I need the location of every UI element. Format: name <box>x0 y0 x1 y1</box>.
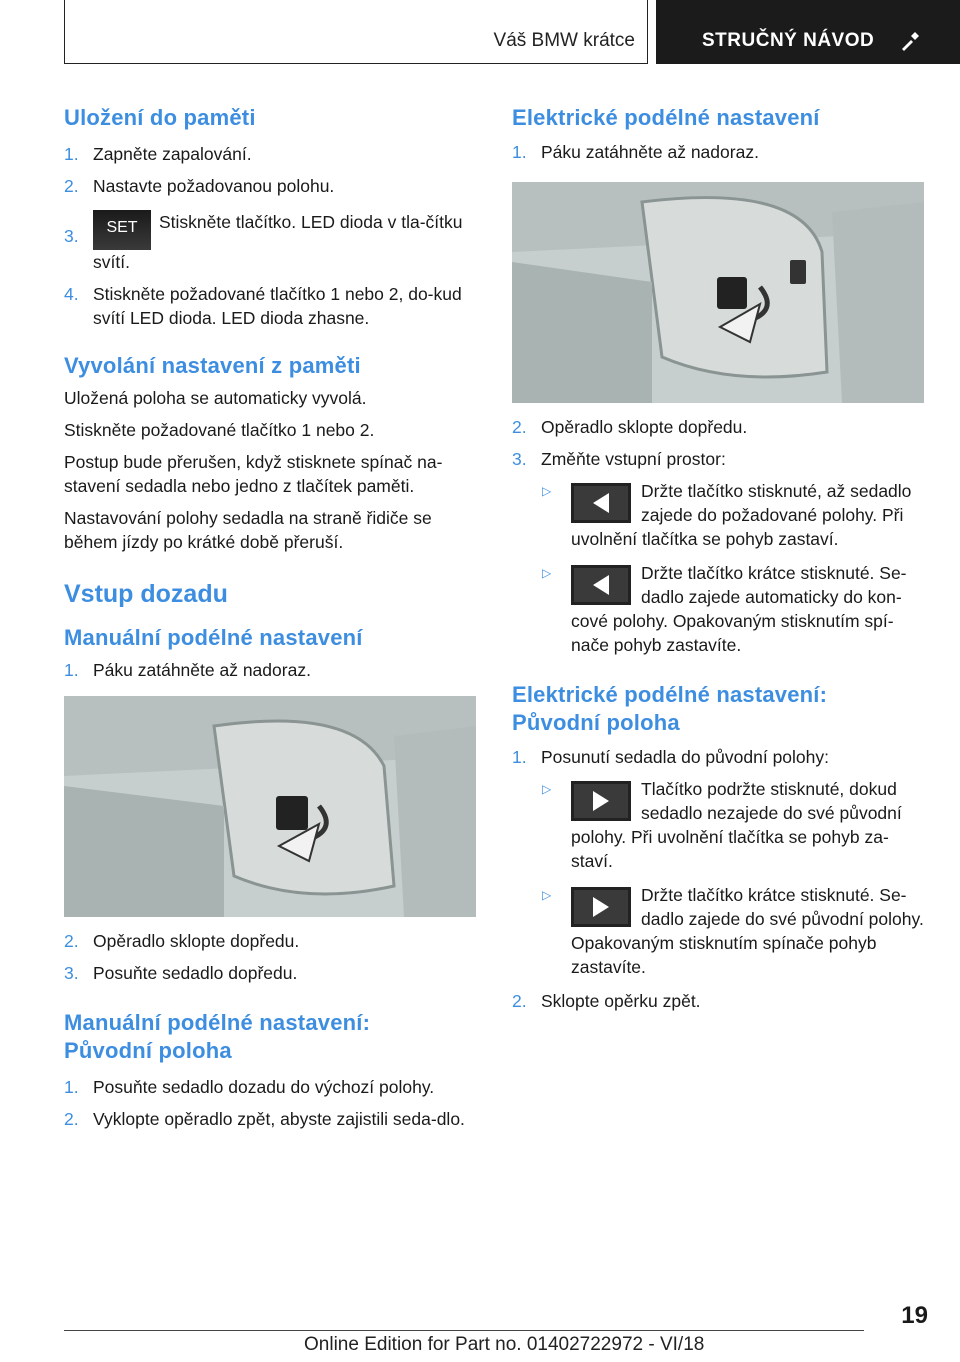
heading-electric-original: Elektrické podélné nastavení: Původní poloha <box>512 682 828 735</box>
paragraph: Uložená poloha se automaticky vyvolá. <box>64 388 367 408</box>
list-item: 2. Nastavte požadovanou polohu. <box>64 176 335 196</box>
heading-manual-adjust: Manuální podélné nastavení <box>64 625 363 650</box>
sub-list-item: ▷ Držte tlačítko krátce stisknuté. Se-dadlo zajede do své původní polohy. Opakovaným stisknutím spínače pohyb zastavíte. <box>542 885 924 977</box>
footer-divider <box>64 1330 864 1331</box>
seat-lever-image <box>64 696 476 917</box>
header-section-tab[interactable] <box>656 0 960 64</box>
list-item: 1. Posunutí sedadla do původní polohy: <box>512 747 829 767</box>
heading-save-memory: Uložení do paměti <box>64 105 256 130</box>
back-arrow-button-icon <box>571 565 631 605</box>
triangle-bullet-icon: ▷ <box>542 782 552 796</box>
list-item: 2. Vyklopte opěradlo zpět, abyste zajistili seda-dlo. <box>64 1109 465 1129</box>
seat-lever-image-electric <box>512 182 924 403</box>
header-title-box <box>64 0 648 64</box>
list-item: 3. SET Stiskněte tlačítko. LED dioda v tla-čítku svítí. <box>64 212 463 272</box>
heading-recall-memory: Vyvolání nastavení z paměti <box>64 353 361 378</box>
left-column <box>64 104 476 1131</box>
paragraph: Nastavování polohy sedadla na straně řidiče se během jízdy po krátké době přeruší. <box>64 508 432 552</box>
header-section-label: STRUČNÝ NÁVOD <box>702 30 875 51</box>
list-item: 1. Zapněte zapalování. <box>64 144 252 164</box>
triangle-bullet-icon: ▷ <box>542 484 552 498</box>
back-arrow-button-icon <box>571 483 631 523</box>
wrench-icon <box>899 30 921 52</box>
right-column <box>512 104 928 1013</box>
footer-edition: Online Edition for Part no. 01402722972 - VI/18 <box>304 1334 705 1355</box>
paragraph: Stiskněte požadované tlačítko 1 nebo 2. <box>64 420 375 440</box>
triangle-bullet-icon: ▷ <box>542 888 552 902</box>
list-item: 2. Opěradlo sklopte dopředu. <box>512 417 748 437</box>
heading-electric-adjust: Elektrické podélné nastavení <box>512 105 820 130</box>
sub-list-item: ▷ Držte tlačítko krátce stisknuté. Se-dadlo zajede automaticky do kon-cové polohy. Opakovaným stisknutím spí-nače pohyb zastavíte. <box>542 563 907 655</box>
heading-rear-entry: Vstup dozadu <box>64 580 228 608</box>
list-item: 1. Páku zatáhněte až nadoraz. <box>512 142 759 162</box>
set-button-icon: SET <box>93 210 151 250</box>
page-number: 19 <box>901 1302 928 1329</box>
forward-arrow-button-icon <box>571 887 631 927</box>
list-item: 1. Páku zatáhněte až nadoraz. <box>64 660 311 680</box>
list-item: 2. Opěradlo sklopte dopředu. <box>64 931 300 951</box>
heading-manual-original: Manuální podélné nastavení: Původní poloha <box>64 1010 371 1063</box>
sub-list-item: ▷ Tlačítko podržte stisknuté, dokud sedadlo nezajede do své původní polohy. Při uvolnění tlačítka se pohyb za-staví. <box>542 779 902 871</box>
sub-list-item: ▷ Držte tlačítko stisknuté, až sedadlo zajede do požadované polohy. Při uvolnění tlačítka se pohyb zastaví. <box>542 481 912 549</box>
triangle-bullet-icon: ▷ <box>542 566 552 580</box>
list-item: 2. Sklopte opěrku zpět. <box>512 991 701 1011</box>
list-item: 1. Posuňte sedadlo dozadu do výchozí polohy. <box>64 1077 435 1097</box>
paragraph: Postup bude přerušen, když stisknete spínač na-stavení sedadla nebo jedno z tlačítek paměti. <box>64 452 443 496</box>
forward-arrow-button-icon <box>571 781 631 821</box>
list-item: 4. Stiskněte požadované tlačítko 1 nebo 2, do-kud svítí LED dioda. LED dioda zhasne. <box>64 284 462 328</box>
list-item: 3. Změňte vstupní prostor: <box>512 449 726 469</box>
list-item: 3. Posuňte sedadlo dopředu. <box>64 963 298 983</box>
header-title: Váš BMW krátce <box>493 30 635 51</box>
